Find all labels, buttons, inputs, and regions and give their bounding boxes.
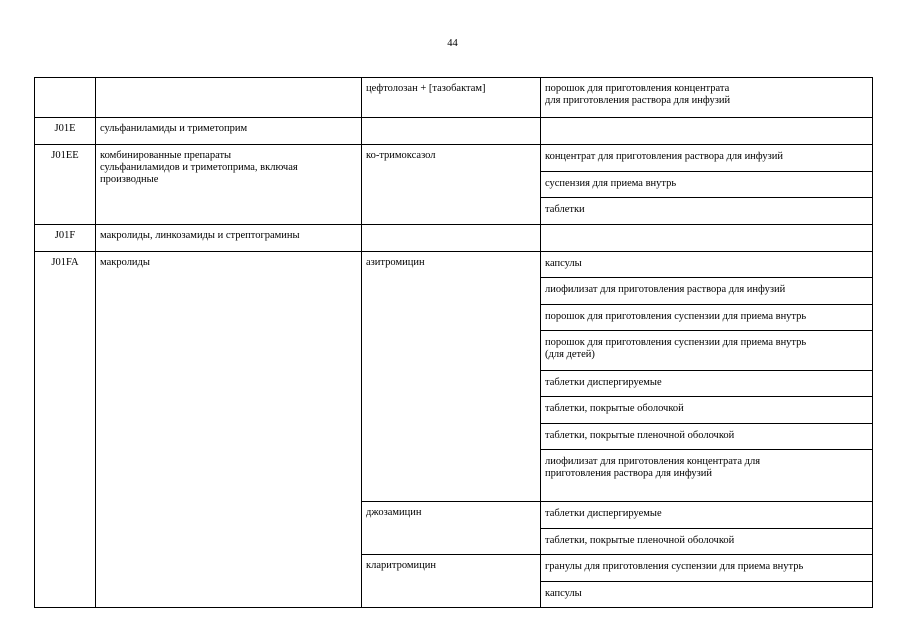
dosage-form-cell: порошок для приготовления суспензии для приема внутрь (для детей) — [541, 331, 873, 371]
drug-name-cell: джозамицин — [362, 502, 541, 555]
dosage-form-cell: лиофилизат для приготовления раствора для инфузий — [541, 278, 873, 305]
dosage-form-cell: порошок для приготовления концентрата для приготовления раствора для инфузий — [541, 78, 873, 118]
group-name-cell: макролиды, линкозамиды и стрептограмины — [96, 225, 362, 252]
dosage-form-cell: капсулы — [541, 252, 873, 278]
atc-code-cell — [35, 78, 96, 118]
dosage-form-cell: таблетки — [541, 198, 873, 225]
atc-code-cell: J01EE — [35, 145, 96, 225]
table-row — [35, 145, 873, 172]
dosage-form-cell — [541, 225, 873, 252]
drug-table — [34, 77, 873, 608]
group-name-cell: макролиды — [96, 252, 362, 608]
group-name-cell — [96, 78, 362, 118]
group-name-cell: сульфаниламиды и триметоприм — [96, 118, 362, 145]
dosage-form-cell: лиофилизат для приготовления концентрата для приготовления раствора для инфузий — [541, 450, 873, 502]
atc-code-cell: J01FA — [35, 252, 96, 608]
drug-name-cell — [362, 225, 541, 252]
dosage-form-cell: порошок для приготовления суспензии для приема внутрь — [541, 305, 873, 331]
atc-code-cell: J01F — [35, 225, 96, 252]
dosage-form-cell: таблетки диспергируемые — [541, 371, 873, 397]
drug-name-cell: цефтолозан + [тазобактам] — [362, 78, 541, 118]
dosage-form-cell: таблетки, покрытые оболочкой — [541, 397, 873, 424]
group-name-cell: комбинированные препараты сульфаниламидов и триметоприма, включая производные — [96, 145, 362, 225]
atc-code-cell: J01E — [35, 118, 96, 145]
drug-name-cell: азитромицин — [362, 252, 541, 502]
drug-name-cell — [362, 118, 541, 145]
dosage-form-cell: гранулы для приготовления суспензии для приема внутрь — [541, 555, 873, 582]
table-row — [35, 118, 873, 145]
dosage-form-cell: суспензия для приема внутрь — [541, 172, 873, 198]
page-number: 44 — [447, 38, 458, 49]
dosage-form-cell: таблетки, покрытые пленочной оболочкой — [541, 529, 873, 555]
dosage-form-cell: таблетки, покрытые пленочной оболочкой — [541, 424, 873, 450]
dosage-form-cell: таблетки диспергируемые — [541, 502, 873, 529]
dosage-form-cell — [541, 118, 873, 145]
drug-name-cell: ко-тримоксазол — [362, 145, 541, 225]
table-row — [35, 252, 873, 278]
table-row — [35, 78, 873, 118]
drug-name-cell: кларитромицин — [362, 555, 541, 608]
table-row — [35, 225, 873, 252]
dosage-form-cell: капсулы — [541, 582, 873, 608]
dosage-form-cell: концентрат для приготовления раствора для инфузий — [541, 145, 873, 172]
